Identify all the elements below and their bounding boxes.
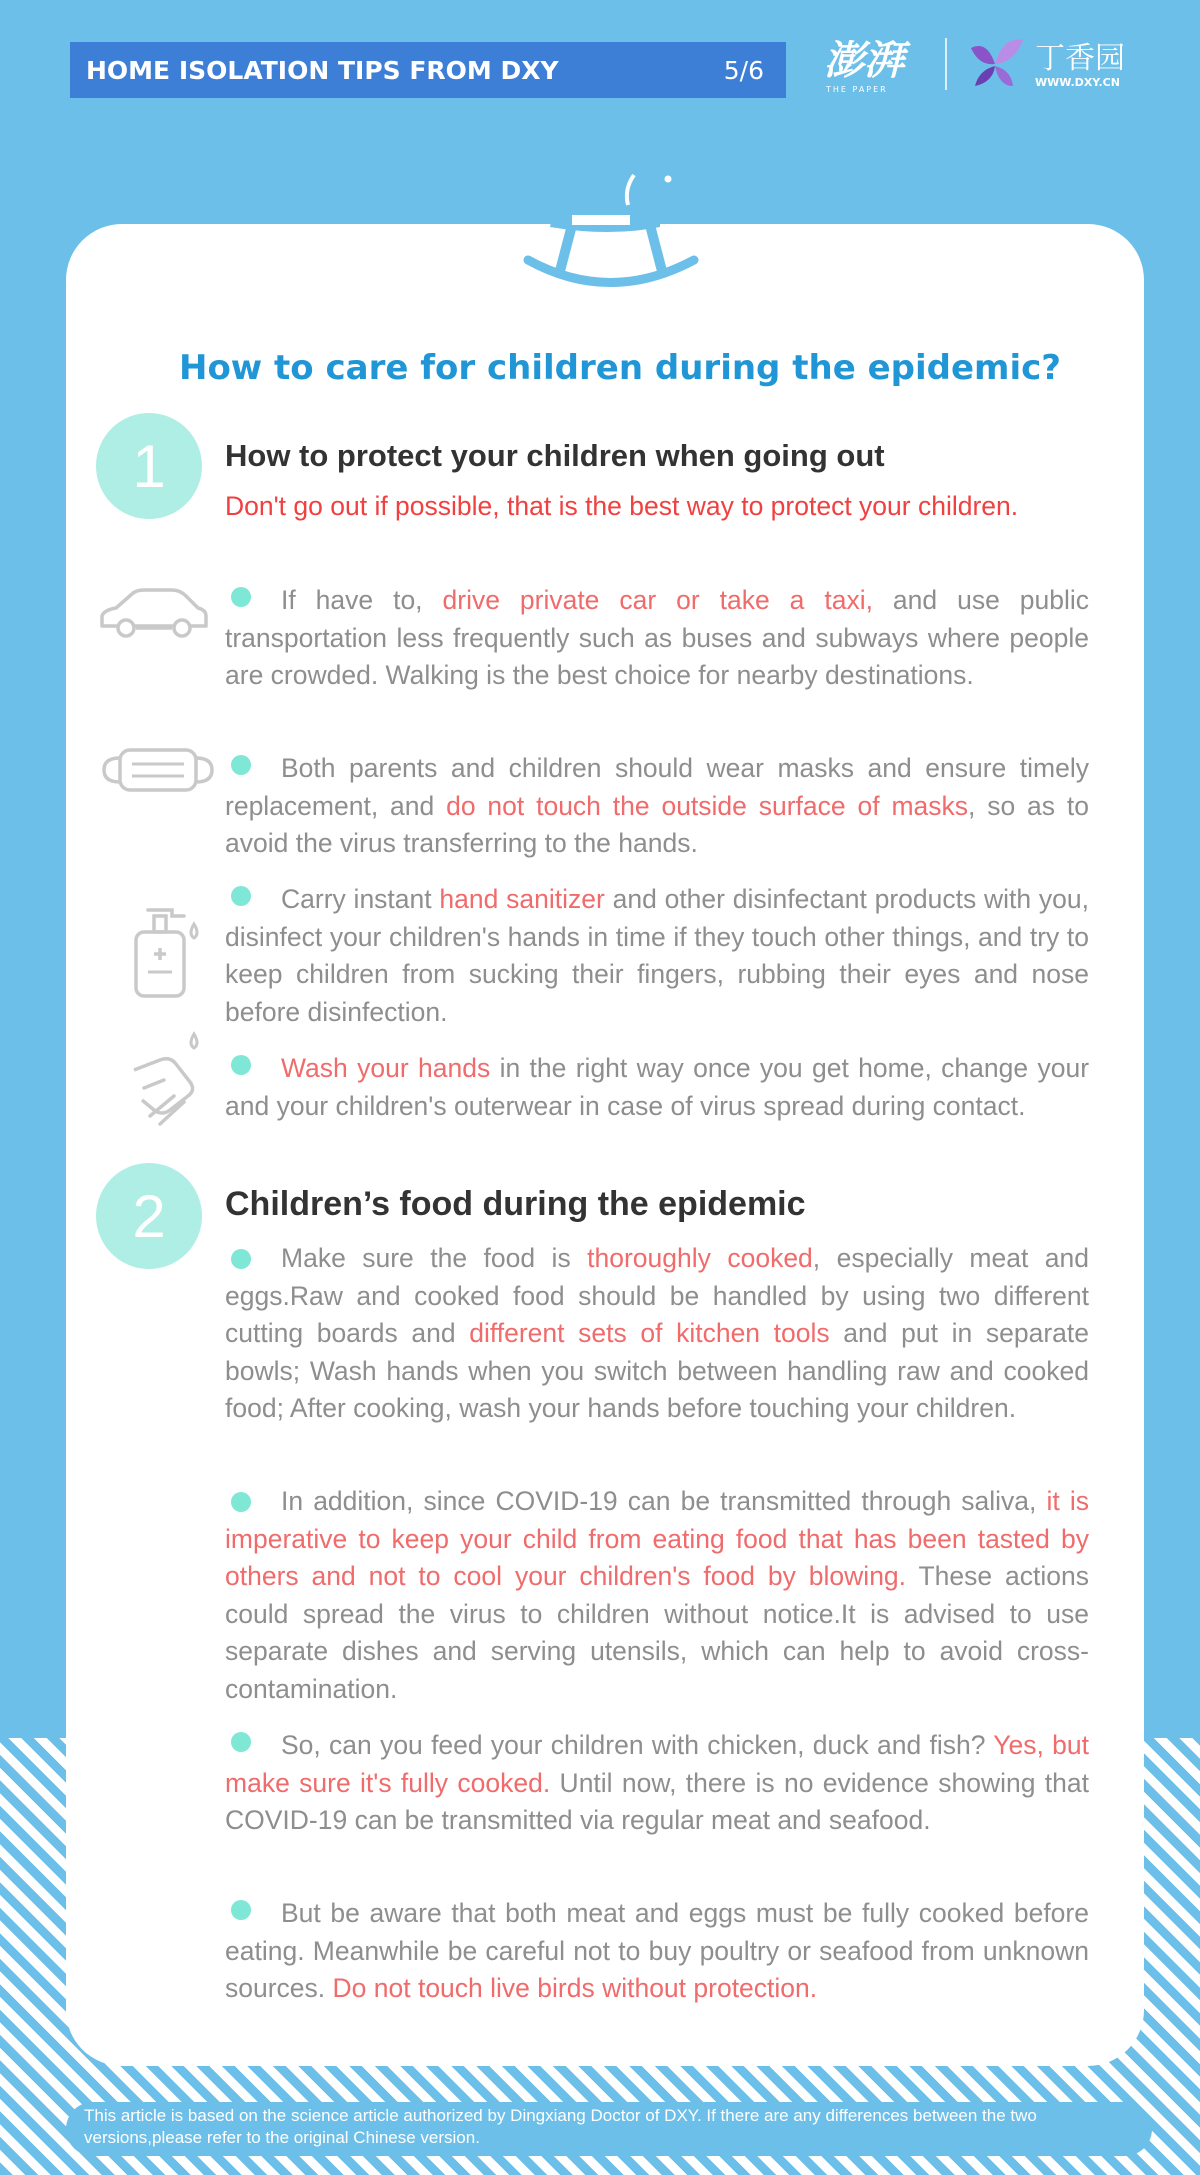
section-1-item-4: Wash your hands in the right way once you get home, change your and your children's outerwear in case of virus spread during contact. <box>225 1053 1090 1121</box>
section-1-number: 1 <box>132 432 166 500</box>
section-2-item-4: But be aware that both meat and eggs must be fully cooked before eating. Meanwhile be careful not to buy poultry or seafood from unknown sources. Do not touch live birds without protection. <box>225 1898 1089 2003</box>
section-2-title: Children’s food during the epidemic <box>225 1185 806 1223</box>
section-1-number-badge <box>96 413 202 519</box>
bullet-dot <box>231 1732 251 1752</box>
dxy-logo-url: WWW.DXY.CN <box>1035 76 1120 89</box>
hand-washing-icon <box>130 1030 210 1130</box>
header-title: HOME ISOLATION TIPS FROM DXY <box>86 55 559 85</box>
car-icon <box>96 584 212 644</box>
page-indicator: 5/6 <box>723 55 764 85</box>
section-1-item-3: Carry instant hand sanitizer and other disinfectant products with you, disinfect your children's hands in time if they touch other things, and try to keep children from sucking their fingers, rubbing their eyes and nose before disinfection. <box>225 884 1089 1027</box>
rocking-horse-icon <box>510 155 710 305</box>
the-paper-logo-sub: THE PAPER <box>826 85 888 94</box>
the-paper-logo <box>820 30 930 100</box>
dxy-logo <box>965 30 1145 100</box>
section-1-lead: Don't go out if possible, that is the best way to protect your children. <box>225 491 1019 521</box>
section-1-title: How to protect your children when going out <box>225 438 885 473</box>
bullet-dot <box>231 886 251 906</box>
the-paper-logo-text: 澎湃 <box>824 37 904 84</box>
logo-divider <box>945 38 947 90</box>
header-bar <box>70 42 786 98</box>
dxy-logo-text: 丁香园 <box>1035 41 1125 76</box>
butterfly-icon <box>971 40 1023 87</box>
bullet-dot <box>231 755 251 775</box>
section-1-item-2: Both parents and children should wear masks and ensure timely replacement, and do not touch the outside surface of masks, so as to avoid the virus transferring to the hands. <box>225 753 1089 858</box>
bullet-dot <box>231 587 251 607</box>
section-2-number: 2 <box>132 1182 166 1250</box>
section-2-item-1: Make sure the food is thoroughly cooked, especially meat and eggs.Raw and cooked food should be handled by using two different cutting boards and different sets of kitchen tools and put in separate bowls; Wash hands when you switch between handling raw and cooked food; After cooking, wash your hands before touching your children. <box>225 1243 1090 1423</box>
page-title: How to care for children during the epidemic? <box>178 348 1061 388</box>
footer-disclaimer: This article is based on the science article authorized by Dingxiang Doctor of DXY. If there are any differences between the two versions,please refer to the original Chinese version. <box>66 2102 1152 2156</box>
section-2-item-3: So, can you feed your children with chicken, duck and fish? Yes, but make sure it's fully cooked. Until now, there is no evidence showing that COVID-19 can be transmitted via regular meat and seafood. <box>225 1730 1089 1835</box>
section-2-item-2: In addition, since COVID-19 can be transmitted through saliva, it is imperative to keep your child from eating food that has been tasted by others and not to cool your children's food by blowing. These actions could spread the virus to children without notice.It is advised to use separate dishes and serving utensils, which can help to avoid cross-contamination. <box>225 1486 1089 1704</box>
section-2-number-badge <box>96 1163 202 1269</box>
mask-icon <box>100 744 216 796</box>
bullet-dot <box>231 1492 251 1512</box>
bullet-dot <box>231 1249 251 1269</box>
bullet-dot <box>231 1900 251 1920</box>
section-1-item-1: If have to, drive private car or take a taxi, and use public transportation less frequently such as buses and subways where people are crowded. Walking is the best choice for nearby destinations. <box>225 585 1089 690</box>
hand-sanitizer-icon <box>126 902 204 1002</box>
bullet-dot <box>231 1055 251 1075</box>
